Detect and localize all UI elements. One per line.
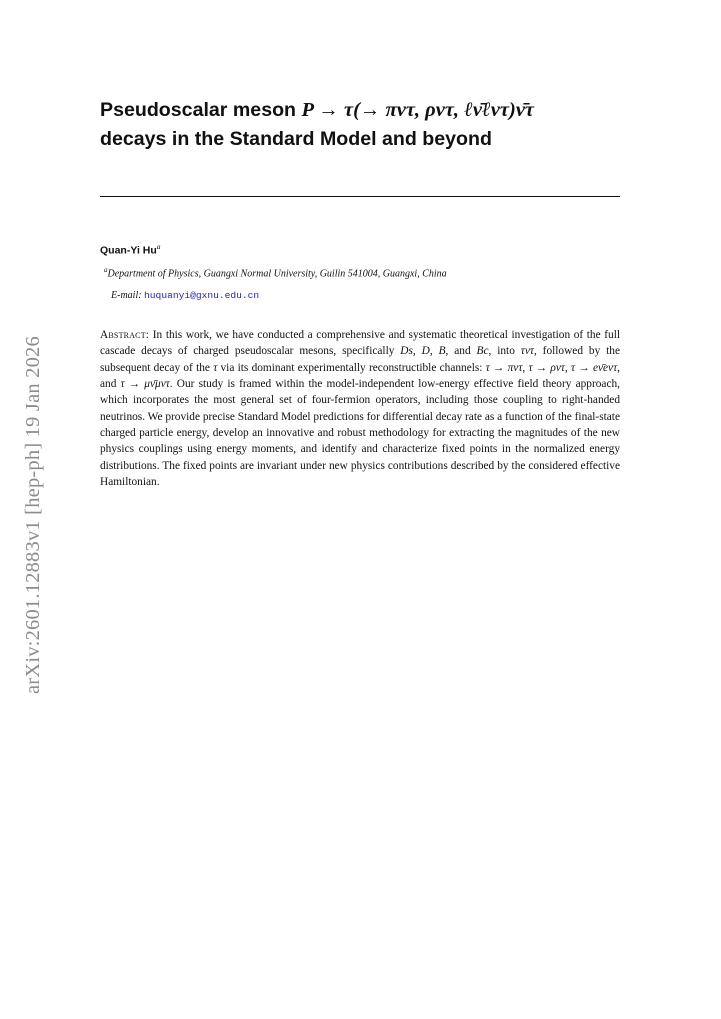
title-text-part2: decays in the Standard Model and beyond (100, 128, 492, 150)
abstract-text: , (429, 345, 439, 358)
abstract-math: τ → μν̄μντ (120, 378, 170, 391)
affiliation-line (104, 266, 447, 279)
author-affiliation-mark: a (156, 242, 161, 251)
email-line (111, 290, 259, 301)
abstract-text: . Our study is framed within the model-independent low-energy effective field theory approach, which incorporates the most general set of four-fermion operators, including those coupling to right-handed neutrinos. We provide precise Standard Model predictions for differential decay rate as a function of the final-state charged particle energy, develop an innovative and robust methodology for extracting the magnitudes of the new physics couplings using energy moments, and identify and characterize fixed points in the normalized energy distributions. The fixed points are invariant under new physics contributions described by the considered effective Hamiltonian. (100, 378, 620, 489)
abstract-text: , (522, 361, 529, 374)
abstract-text: , followed by the subsequent decay of the (100, 345, 620, 374)
paper-title (100, 96, 630, 154)
abstract-math: B (438, 345, 446, 358)
email-link[interactable]: huquanyi@gxnu.edu.cn (144, 290, 260, 301)
abstract-math: Bc (476, 345, 489, 358)
title-divider (100, 196, 620, 197)
abstract-heading: Abstract: (100, 329, 150, 341)
abstract-math: τ → ρντ (528, 361, 565, 374)
abstract-text: , and (100, 361, 620, 391)
abstract-text: via its dominant experimentally reconstructible channels: (217, 361, 486, 374)
affiliation-text: Department of Physics, Guangxi Normal University, Guilin 541004, Guangxi, China (107, 268, 447, 280)
abstract-text: In this work, we have conducted a comprehensive and systematic theoretical investigation of the full cascade decays of charged pseudoscalar mesons, specifically (100, 329, 620, 358)
title-text-part1: Pseudoscalar meson (100, 99, 302, 121)
abstract-math: τ → πντ (485, 361, 523, 374)
abstract-math: D (421, 345, 430, 358)
abstract-text: , and (445, 345, 477, 358)
title-decay-formula: P → τ(→ πντ, ρντ, ℓν̄ℓντ)ν̄τ (301, 99, 535, 121)
abstract-text: , into (488, 345, 521, 358)
email-label: E-mail: (111, 290, 142, 301)
abstract-text: , (564, 361, 572, 374)
affiliation-mark: a (104, 266, 108, 274)
arxiv-identifier-stamp[interactable]: arXiv:2601.12883v1 [hep-ph] 19 Jan 2026 (22, 336, 44, 694)
abstract-math: τντ (520, 345, 534, 358)
abstract-math: τ → eν̄eντ (571, 361, 618, 374)
abstract-math: τ (213, 361, 218, 374)
abstract-math: Ds (400, 345, 413, 358)
author-name: Quan-Yi Hu (100, 244, 157, 257)
abstract-paragraph (100, 327, 620, 490)
author-line (100, 242, 161, 257)
abstract-text: , (412, 345, 422, 358)
